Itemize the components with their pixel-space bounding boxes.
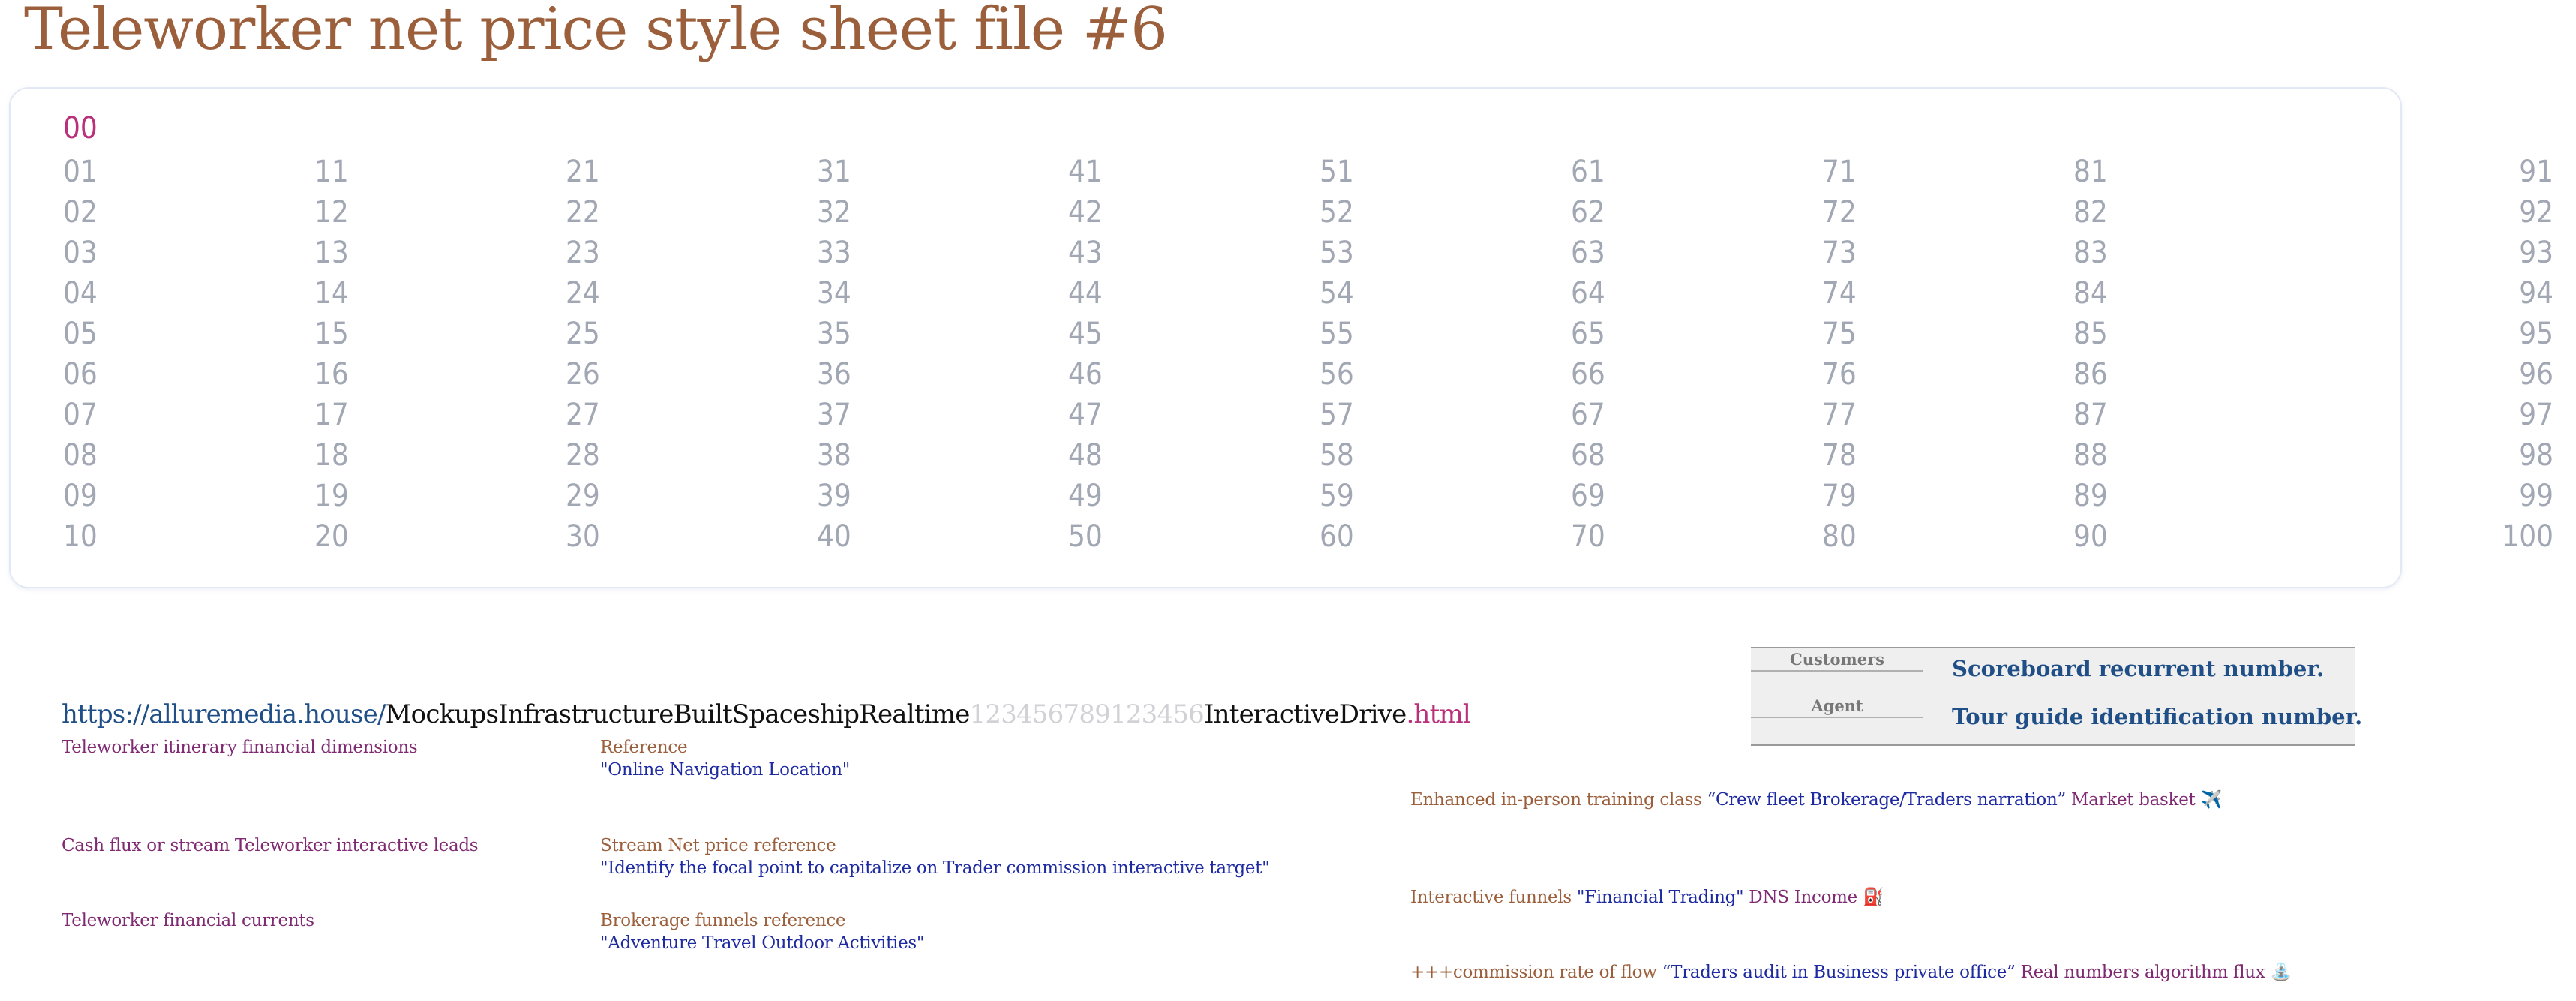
grid-number: 81 [2073, 155, 2108, 189]
right-line-quote: "Financial Trading" [1576, 888, 1744, 907]
grid-number: 35 [817, 317, 851, 351]
grid-number: 64 [1571, 276, 1605, 311]
grid-number: 40 [817, 519, 851, 554]
grid-number: 16 [314, 357, 349, 392]
fountain-icon: ⛲ [2270, 963, 2292, 982]
grid-number: 28 [566, 438, 600, 473]
grid-number: 61 [1571, 155, 1605, 189]
grid-number: 11 [314, 155, 349, 189]
grid-number: 45 [1068, 317, 1103, 351]
grid-number: 95 [2519, 317, 2553, 351]
grid-number: 34 [817, 276, 851, 311]
number-grid-panel [9, 87, 2553, 588]
grid-number: 15 [314, 317, 349, 351]
grid-number: 06 [63, 357, 98, 392]
grid-number: 66 [1571, 357, 1605, 392]
grid-number: 01 [63, 155, 98, 189]
grid-number: 43 [1068, 236, 1103, 270]
right-line-lead: +++commission rate of flow [1410, 963, 1662, 982]
grid-number: 04 [63, 276, 98, 311]
grid-number: 32 [817, 195, 851, 230]
right-line [1410, 887, 1884, 907]
grid-number: 60 [1320, 519, 1354, 554]
grid-number: 13 [314, 236, 349, 270]
page-url[interactable] [62, 699, 1470, 729]
url-extension: .html [1406, 699, 1470, 729]
grid-number: 59 [1320, 479, 1354, 513]
fuel-pump-icon: ⛽ [1863, 888, 1884, 907]
grid-number: 83 [2073, 236, 2108, 270]
right-line-tail: Real numbers algorithm flux [2015, 963, 2271, 982]
reference-value: "Online Navigation Location" [600, 760, 851, 780]
grid-number: 73 [1822, 236, 1857, 270]
customers-label: Customers [1751, 650, 1923, 672]
grid-number: 82 [2073, 195, 2108, 230]
right-line-lead: Interactive funnels [1410, 888, 1577, 907]
left-label: Teleworker financial currents [62, 911, 314, 930]
grid-number: 50 [1068, 519, 1103, 554]
grid-number: 52 [1320, 195, 1354, 230]
grid-number: 39 [817, 479, 851, 513]
grid-number: 80 [1822, 519, 1857, 554]
grid-number: 48 [1068, 438, 1103, 473]
grid-number: 63 [1571, 236, 1605, 270]
grid-number: 02 [63, 195, 98, 230]
grid-number: 74 [1822, 276, 1857, 311]
right-line-tail: Market basket [2065, 790, 2201, 810]
grid-number: 23 [566, 236, 600, 270]
grid-number: 44 [1068, 276, 1103, 311]
grid-number: 75 [1822, 317, 1857, 351]
grid-number: 51 [1320, 155, 1354, 189]
grid-number: 19 [314, 479, 349, 513]
grid-number: 26 [566, 357, 600, 392]
right-line-quote: “Traders audit in Business private office” [1662, 963, 2016, 982]
left-label: Cash flux or stream Teleworker interactive leads [62, 836, 479, 855]
customers-value: Scoreboard recurrent number. [1952, 656, 2325, 681]
grid-number: 24 [566, 276, 600, 311]
grid-number: 30 [566, 519, 600, 554]
grid-number: 98 [2519, 438, 2553, 473]
grid-number: 67 [1571, 398, 1605, 432]
agent-label: Agent [1751, 696, 1923, 718]
grid-number: 07 [63, 398, 98, 432]
grid-number: 53 [1320, 236, 1354, 270]
grid-number: 58 [1320, 438, 1354, 473]
reference-value: "Identify the focal point to capitalize on Trader commission interactive target" [600, 858, 1270, 878]
grid-number: 33 [817, 236, 851, 270]
reference-title: Reference [600, 738, 688, 757]
grid-number: 31 [817, 155, 851, 189]
grid-number: 18 [314, 438, 349, 473]
grid-number: 68 [1571, 438, 1605, 473]
grid-number: 12 [314, 195, 349, 230]
reference-title: Brokerage funnels reference [600, 911, 846, 930]
grid-number: 77 [1822, 398, 1857, 432]
grid-number: 36 [817, 357, 851, 392]
grid-number: 46 [1068, 357, 1103, 392]
grid-number: 85 [2073, 317, 2108, 351]
reference-title: Stream Net price reference [600, 836, 836, 855]
grid-header-number: 00 [63, 111, 98, 146]
grid-number: 21 [566, 155, 600, 189]
grid-number: 91 [2519, 155, 2553, 189]
grid-number: 08 [63, 438, 98, 473]
grid-number: 78 [1822, 438, 1857, 473]
grid-number: 09 [63, 479, 98, 513]
grid-number: 37 [817, 398, 851, 432]
grid-number: 100 [2502, 519, 2553, 554]
grid-number: 14 [314, 276, 349, 311]
grid-number: 94 [2519, 276, 2553, 311]
grid-number: 87 [2073, 398, 2108, 432]
grid-number: 54 [1320, 276, 1354, 311]
number-grid [63, 152, 2553, 557]
grid-number: 92 [2519, 195, 2553, 230]
grid-number: 05 [63, 317, 98, 351]
url-digits: 123456789123456 [969, 699, 1205, 729]
grid-number: 49 [1068, 479, 1103, 513]
grid-number: 72 [1822, 195, 1857, 230]
grid-number: 42 [1068, 195, 1103, 230]
grid-number: 96 [2519, 357, 2553, 392]
grid-number: 41 [1068, 155, 1103, 189]
url-domain: https://alluremedia.house/ [62, 699, 386, 729]
grid-number: 03 [63, 236, 98, 270]
grid-number: 90 [2073, 519, 2108, 554]
grid-number: 56 [1320, 357, 1354, 392]
page-title: Teleworker net price style sheet file #6 [24, 0, 1167, 63]
url-path: MockupsInfrastructureBuiltSpaceshipRealtime [385, 699, 970, 729]
left-label: Teleworker itinerary financial dimensions [62, 738, 418, 757]
grid-number: 79 [1822, 479, 1857, 513]
reference-value: "Adventure Travel Outdoor Activities" [600, 933, 925, 953]
grid-number: 99 [2519, 479, 2553, 513]
grid-number: 17 [314, 398, 349, 432]
right-line-lead: Enhanced in-person training class [1410, 790, 1707, 810]
right-line-tail: DNS Income [1743, 888, 1863, 907]
grid-number: 55 [1320, 317, 1354, 351]
grid-number: 27 [566, 398, 600, 432]
grid-number: 62 [1571, 195, 1605, 230]
grid-number: 88 [2073, 438, 2108, 473]
grid-number: 86 [2073, 357, 2108, 392]
grid-number: 29 [566, 479, 600, 513]
right-line [1410, 962, 2292, 982]
grid-number: 97 [2519, 398, 2553, 432]
grid-number: 65 [1571, 317, 1605, 351]
grid-number: 25 [566, 317, 600, 351]
url-page: InteractiveDrive [1204, 699, 1407, 729]
grid-number: 84 [2073, 276, 2108, 311]
grid-number: 93 [2519, 236, 2553, 270]
grid-number: 89 [2073, 479, 2108, 513]
grid-number: 69 [1571, 479, 1605, 513]
right-line [1410, 789, 2222, 810]
grid-number: 57 [1320, 398, 1354, 432]
grid-number: 38 [817, 438, 851, 473]
right-line-quote: “Crew fleet Brokerage/Traders narration” [1707, 790, 2066, 810]
grid-number: 47 [1068, 398, 1103, 432]
grid-number: 20 [314, 519, 349, 554]
info-card [1751, 647, 2363, 746]
agent-value: Tour guide identification number. [1952, 704, 2363, 729]
grid-number: 76 [1822, 357, 1857, 392]
grid-number: 10 [63, 519, 98, 554]
grid-number: 71 [1822, 155, 1857, 189]
grid-number: 70 [1571, 519, 1605, 554]
grid-number: 22 [566, 195, 600, 230]
airplane-icon: ✈️ [2200, 790, 2222, 810]
